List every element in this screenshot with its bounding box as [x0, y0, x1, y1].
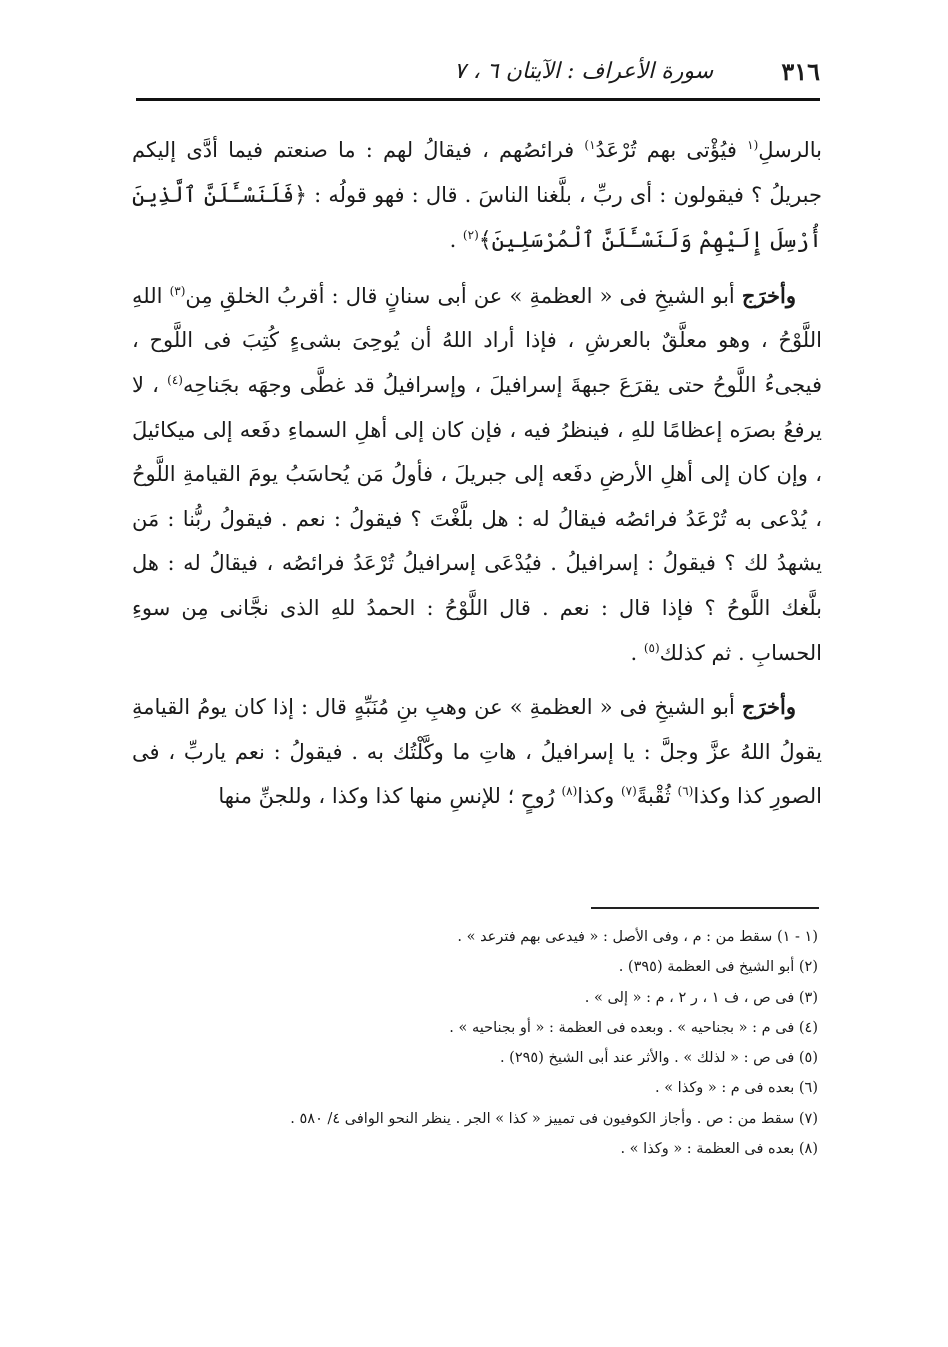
paragraph [132, 274, 822, 675]
footnote-item: (٤) فى م : « بجناحيه » . وبعده فى العظمة : « أو بجناحيه » . [449, 1019, 818, 1036]
paragraph-text: وكذا [577, 784, 621, 809]
lead-verb: وأخرَج [741, 694, 796, 720]
footnote-item: (٦) بعده فى م : « وكذا » . [654, 1080, 818, 1097]
body-text [132, 128, 822, 829]
footnote-item: (٧) سقط من : ص . وأجاز الكوفيون فى تمييز « كذا » الجر . ينظر النحو الوافى ٤/ ٥٨٠ . [290, 1110, 818, 1127]
paragraph-text: فرائصُهم ، فيقالُ لهم : ما صنعتم فيما أدَّى إليكم جبريلُ ؟ فيقولون : أى ربِّ ، بلَّغنا الناسَ . قال : فهو قولُه : [132, 138, 822, 207]
footnote-marker: (٦) [677, 784, 694, 799]
paragraph-text: بالرسلِ [758, 138, 822, 162]
paragraph-text: اللهِ اللَّوْحُ ، وهو معلَّقٌ بالعرشِ ، فإذا أراد اللهُ أن يُوحِىَ بشىءٍ كُتِبَ فى اللَّوح ، فيجىءُ اللَّوحُ حتى يقرَعَ جبهةَ إسرافيلَ ، وإسرافيلُ قد غطَّى وجهَه بجَناحِه [132, 283, 822, 397]
paragraph-text: أبو الشيخِ فى « العظمةِ » عن وهبِ بنِ مُنَبِّهٍ قال : إذا كان يومُ القيامةِ يقولُ اللهُ عزَّ وجلَّ : يا إسرافيلُ ، هاتِ ما وكَّلْتُك به . فيقولُ : نعم ياربِّ ، فى الصورِ كذا وكذا [132, 695, 822, 809]
footnote-marker: ١) [584, 138, 596, 152]
footnote-marker: (٧) [620, 784, 637, 799]
paragraph [132, 685, 822, 819]
footnote-marker: (٨) [561, 784, 578, 799]
lead-verb: وأخرَج [741, 282, 797, 308]
footnote-item: (٨) بعده فى العظمة : « وكذا » . [620, 1141, 818, 1158]
paragraph-text: رُوحٍ ؛ للإنسِ منها كذا وكذا ، وللجنِّ منها [218, 784, 562, 809]
paragraph-text: ، لا يرفعُ بصرَه إعظامًا للهِ ، فينظرُ فيه ، فإن كان إلى أهلِ السماءِ دفَعه إلى ميكائيلَ ، وإن كان إلى أهلِ الأرضِ دفَعه إلى جبريلَ ، فأولُ مَن يُحاسَبُ يومَ القيامةِ اللَّوحُ ، يُدْعى به تُرْعَدُ فرائصُه فيقالُ له : هل بلَّغْتَ ؟ فيقولُ : نعم . فيقولُ ربُّنا : مَن يشهدُ لك ؟ فيقولُ : إسرافيلُ . فيُدْعَى إسرافيلُ تُرْعَدُ فرائصُه ، فيقالُ له : هل بلَّغك اللَّوحُ ؟ فإذا قال : نعم . قال اللَّوْحُ : الحمدُ للهِ الذى نجَّانى مِن سوءِ الحسابِ . ثم كذلك [132, 372, 822, 665]
footnote-separator [591, 907, 819, 909]
footnote-marker: (٥) [643, 640, 660, 655]
page-header [136, 50, 820, 92]
footnote-marker: (٣) [169, 283, 186, 298]
footnote-marker: (٢) [462, 228, 479, 243]
paragraph-text: . [630, 640, 644, 665]
footnote-item: (٣) فى ص ، ف ١ ، ر ٢ ، م : « إلى » . [584, 989, 818, 1006]
paragraph-text: فيُؤْتى بهم تُرْعَدُ [595, 138, 748, 162]
footnote-marker: (١ [747, 138, 759, 152]
footnote-marker: (٤) [167, 372, 183, 387]
paragraph-text: . [449, 228, 463, 253]
footnote-item: (١ - ١) سقط من : م ، وفى الأصل : « فيدعى بهم فترعد » . [457, 929, 818, 945]
footnotes [160, 922, 818, 1164]
footnote-item: (٥) فى ص : « لذلك » . والأثر عند أبى الشيخ (٢٩٥) . [499, 1050, 818, 1067]
quran-quote: ﴿فَلَنَسْـَٔلَنَّ ٱلَّذِينَ أُرْسِلَ إِلَيْهِمْ وَلَنَسْـَٔلَنَّ ٱلْمُرْسَلِينَ﴾ [132, 182, 822, 254]
footnote-item: (٢) أبو الشيخ فى العظمة (٣٩٥) . [618, 959, 818, 976]
paragraph [132, 128, 822, 264]
running-title: سورة الأعراف : الآيتان ٦ ، ٧ [454, 58, 714, 84]
header-rule [136, 98, 820, 101]
paragraph-text: ثُقْبةً [636, 784, 678, 809]
paragraph-text: أبو الشيخِ فى « العظمةِ » عن أبى سنانٍ قال : أقربُ الخلقِ مِن [185, 283, 742, 308]
page-number: ٣١٦ [781, 56, 820, 86]
